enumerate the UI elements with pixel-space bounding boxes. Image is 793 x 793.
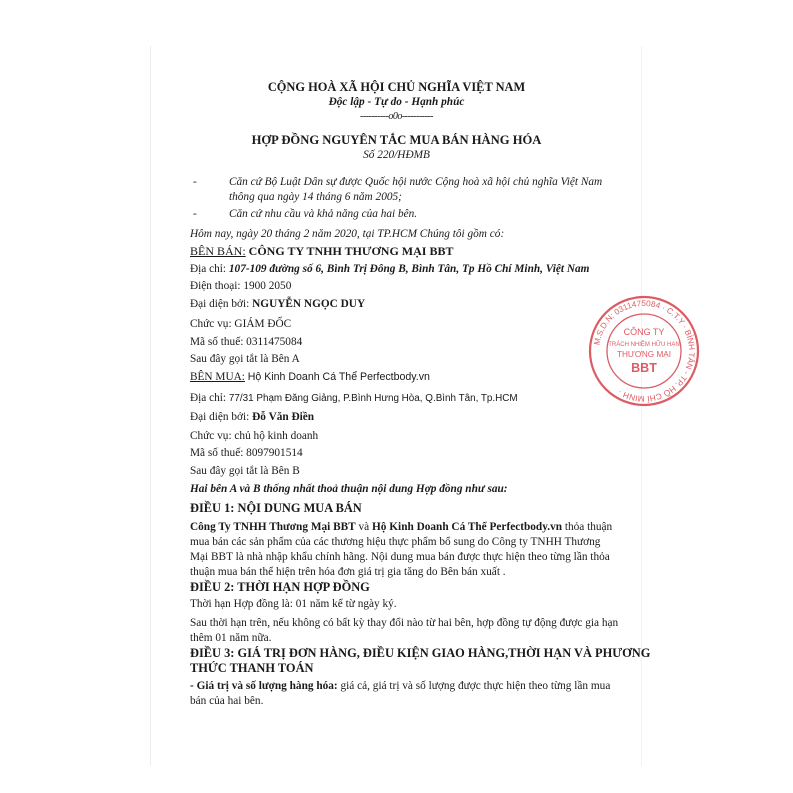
- seller-heading: [190, 244, 453, 259]
- republic-heading: CỘNG HOÀ XÃ HỘI CHỦ NGHĨA VIỆT NAM: [267, 80, 526, 94]
- legal-basis-1-line2: thông qua ngày 14 tháng 6 năm 2005;: [229, 191, 402, 203]
- article-3-item: [190, 680, 610, 692]
- seller-tax-row: [190, 336, 302, 348]
- legal-basis-2: Căn cứ nhu cầu và khả năng của hai bên.: [229, 208, 418, 220]
- buyer-address-label: Địa chỉ:: [190, 392, 227, 404]
- seller-phone: 1900 2050: [243, 280, 292, 292]
- seal-line-2: TRÁCH NHIỆM HỮU HẠN: [608, 342, 680, 348]
- article-1-line1: [190, 521, 612, 533]
- article-1-line1-rest: thỏa thuận: [562, 521, 613, 533]
- seller-rep: NGUYỄN NGỌC DUY: [252, 298, 366, 310]
- agreement-statement: Hai bên A và B thống nhất thoả thuận nội dung Hợp đồng như sau:: [190, 483, 508, 495]
- article-3-title-line1: ĐIỀU 3: GIÁ TRỊ ĐƠN HÀNG, ĐIỀU KIỆN GIAO HÀNG,THỜI HẠN VÀ PHƯƠNG: [190, 646, 651, 660]
- article-2-line3: thêm 01 năm nữa.: [190, 632, 272, 644]
- buyer-rep-label: Đại diện bởi:: [190, 411, 250, 423]
- seal-ring-text: M.S.D.N: 0311475084 · C.T.Y · BÌNH TÂN - TP. HỒ CHÍ MINH ·: [592, 298, 697, 404]
- buyer-label: BÊN MUA:: [190, 371, 245, 383]
- article-3-item-text: giá cả, giá trị và số lượng được thực hiện theo từng lần mua: [337, 680, 611, 692]
- article-1-line3: Mại BBT là nhà nhập khẩu chính hãng. Nội dung mua bán được thực hiện theo từng lần thỏa: [190, 551, 610, 563]
- bullet-dash: -: [193, 176, 197, 188]
- article-3-item-line2: bán của hai bên.: [190, 695, 264, 707]
- article-2-line2: Sau thời hạn trên, nếu không có bất kỳ thay đổi nào từ hai bên, hợp đồng tự động được gia hạn: [190, 617, 619, 629]
- seal-line-4: BBT: [631, 361, 657, 375]
- seller-label: BÊN BÁN:: [190, 244, 246, 258]
- contract-title: HỢP ĐỒNG NGUYÊN TẮC MUA BÁN HÀNG HÓA: [251, 133, 542, 147]
- conjunction: và: [355, 521, 373, 533]
- seller-position-row: [190, 318, 291, 330]
- seller-address-label: Địa chỉ:: [190, 263, 227, 275]
- legal-basis-1-line1: Căn cứ Bộ Luật Dân sự được Quốc hội nước Cộng hoà xã hội chủ nghĩa Việt Nam: [229, 176, 603, 188]
- header-divider: ----------o0o-----------: [360, 111, 433, 122]
- buyer-address: 77/31 Phạm Đăng Giảng, P.Bình Hưng Hòa, Q.Bình Tân, Tp.HCM: [228, 393, 518, 404]
- seller-rep-row: [190, 298, 365, 310]
- buyer-position: Chức vụ: chủ hộ kinh doanh: [190, 430, 319, 442]
- buyer-tax: Mã số thuế: 8097901514: [190, 447, 303, 459]
- article-2-line1: Thời hạn Hợp đồng là: 01 năm kể từ ngày ký.: [190, 598, 397, 610]
- seller-name: CÔNG TY TNHH THƯƠNG MẠI BBT: [248, 244, 454, 258]
- contract-number: Số 220/HĐMB: [363, 149, 430, 161]
- buyer-alias: Sau đây gọi tắt là Bên B: [190, 465, 300, 477]
- contract-date-statement: Hôm nay, ngày 20 tháng 2 năm 2020, tại TP.HCM Chúng tôi gồm có:: [190, 228, 505, 240]
- party-b-name: Hộ Kinh Doanh Cá Thể Perfectbody.vn: [372, 521, 562, 533]
- seller-position-label: Chức vụ:: [190, 318, 232, 330]
- article-1-line4: thuận mua bán thể hiện trên hóa đơn giá trị gia tăng do Bên bán xuất .: [190, 566, 506, 578]
- seller-tax: 0311475084: [246, 336, 303, 348]
- seller-tax-label: Mã số thuế:: [190, 336, 244, 348]
- article-1-line2: mua bán các sản phẩm của các thương hiệu thực phẩm bổ sung do Công ty TNHH Thương: [190, 536, 601, 548]
- seller-alias: Sau đây gọi tắt là Bên A: [190, 353, 300, 365]
- article-3-title-line2: THỨC THANH TOÁN: [190, 661, 314, 675]
- buyer-rep-row: [190, 411, 314, 423]
- buyer-name: Hộ Kinh Doanh Cá Thể Perfectbody.vn: [247, 371, 430, 383]
- buyer-heading: [190, 371, 430, 383]
- seller-rep-label: Đại diện bởi:: [190, 298, 250, 310]
- seller-address-row: [190, 263, 589, 275]
- buyer-rep: Đỗ Văn Điền: [252, 411, 315, 423]
- national-motto: Độc lập - Tự do - Hạnh phúc: [328, 96, 465, 108]
- party-a-name: Công Ty TNHH Thương Mại BBT: [190, 521, 356, 533]
- seller-phone-label: Điện thoại:: [190, 280, 241, 292]
- buyer-address-row: [190, 392, 518, 404]
- seller-position: GIÁM ĐỐC: [234, 318, 292, 330]
- seal-line-3: THƯƠNG MẠI: [616, 350, 672, 359]
- seller-phone-row: [190, 280, 291, 292]
- article-1-title: ĐIỀU 1: NỘI DUNG MUA BÁN: [190, 501, 362, 515]
- article-3-item-label: - Giá trị và số lượng hàng hóa:: [190, 680, 338, 692]
- article-2-title: ĐIỀU 2: THỜI HẠN HỢP ĐỒNG: [190, 580, 370, 594]
- seller-address: 107-109 đường số 6, Bình Trị Đông B, Bình Tân, Tp Hồ Chí Minh, Việt Nam: [228, 263, 590, 275]
- company-seal: [584, 291, 704, 411]
- bullet-dash: -: [193, 208, 197, 220]
- seal-line-1: CÔNG TY: [623, 327, 665, 337]
